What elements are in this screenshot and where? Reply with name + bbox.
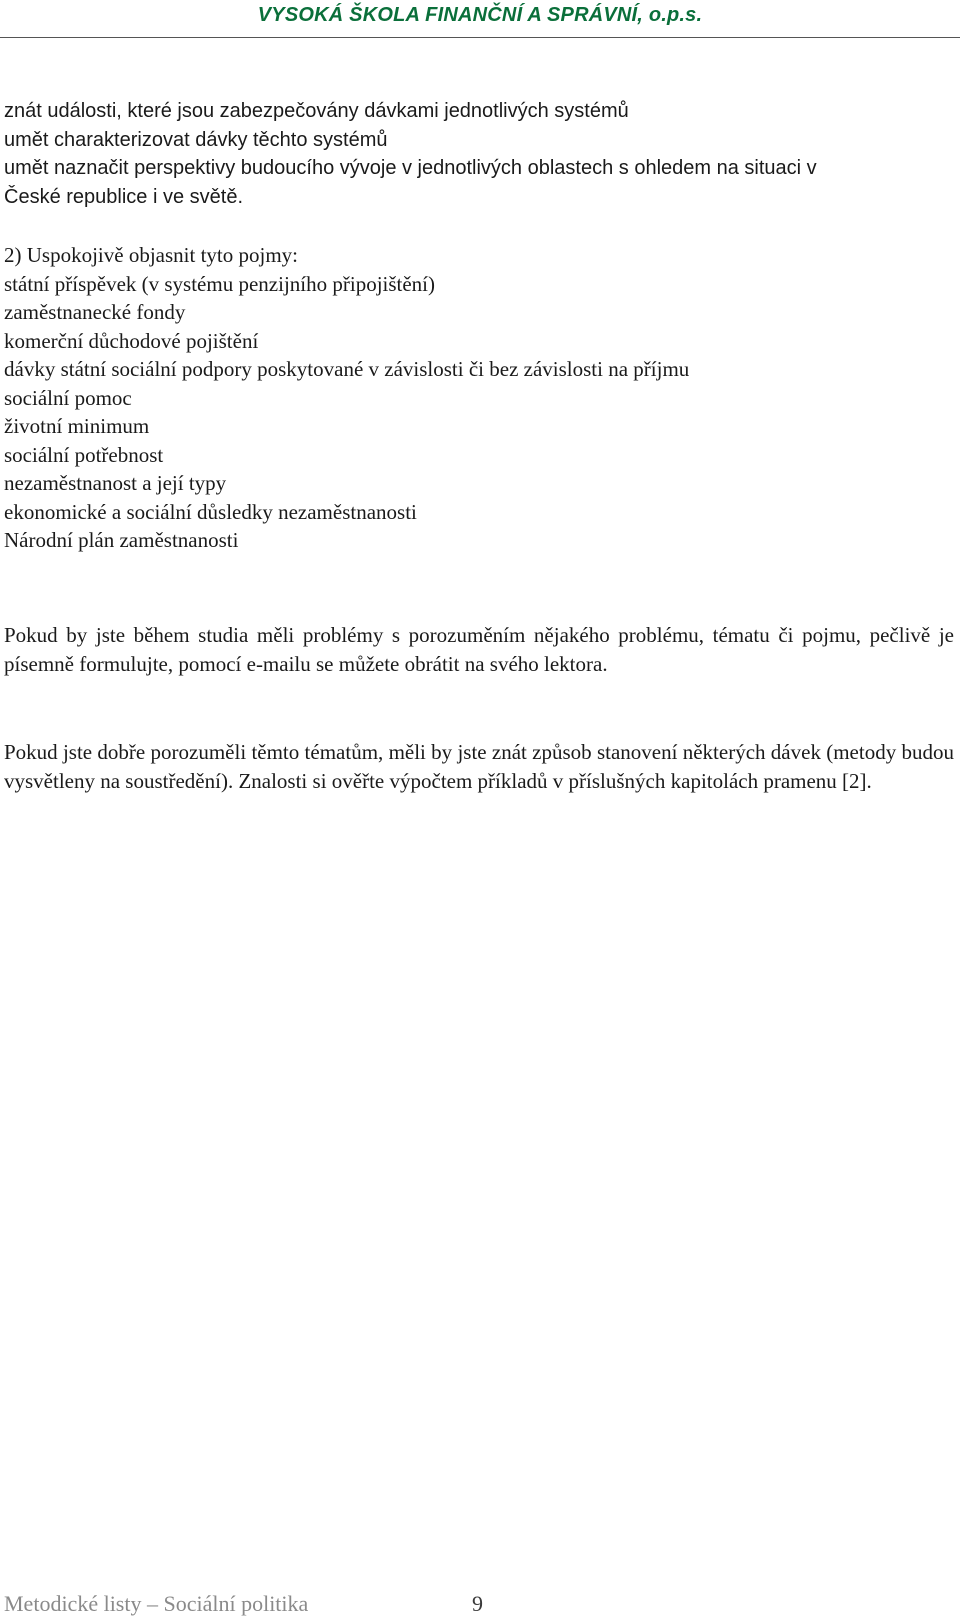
term-item: nezaměstnanost a její typy <box>4 471 227 495</box>
term-item: ekonomické a sociální důsledky nezaměstnanosti <box>4 499 417 524</box>
footer-title: Metodické listy – Sociální politika <box>4 1591 309 1616</box>
term-item: životní minimum <box>4 414 150 438</box>
term-item: sociální potřebnost <box>4 442 164 467</box>
school-name-header: VYSOKÁ ŠKOLA FINANČNÍ A SPRÁVNÍ, o.p.s. <box>257 4 703 26</box>
goal-item: umět charakterizovat dávky těchto systémů <box>4 128 388 151</box>
term-item: komerční důchodové pojištění <box>4 328 259 353</box>
page-header <box>0 0 960 40</box>
term-item: státní příspěvek (v systému penzijního připojištění) <box>4 271 436 296</box>
header-divider <box>0 37 960 38</box>
page-number: 9 <box>472 1591 483 1616</box>
learning-goals-list <box>4 97 956 211</box>
term-item: zaměstnanecké fondy <box>4 300 186 324</box>
term-item: dávky státní sociální podpory poskytované v závislosti či bez závislosti na příjmu <box>4 357 690 381</box>
help-paragraph: Pokud by jste během studia měli problémy s porozuměním nějakého problému, tématu či pojmu, pečlivě je písemně formulujte, pomocí e-mailu se můžete obrátit na svého lektora. <box>4 623 954 676</box>
page-footer <box>4 1591 956 1621</box>
term-item: sociální pomoc <box>4 385 132 410</box>
goal-item: umět naznačit perspektivy budoucího vývoje v jednotlivých oblastech s ohledem na situaci v <box>4 157 817 179</box>
goal-item: České republice i ve světě. <box>4 185 244 208</box>
goal-item: znát události, které jsou zabezpečovány dávkami jednotlivých systémů <box>4 100 629 122</box>
understanding-paragraph: Pokud jste dobře porozuměli těmto tématům, měli by jste znát způsob stanovení některých dávek (metody budou vysvětleny na soustředění). Znalosti si ověřte výpočtem příkladů v příslušných kapitolách pramenu [2]. <box>4 740 954 793</box>
terms-heading: 2) Uspokojivě objasnit tyto pojmy: <box>4 243 298 267</box>
term-item: Národní plán zaměstnanosti <box>4 528 239 552</box>
terms-section <box>4 241 956 555</box>
